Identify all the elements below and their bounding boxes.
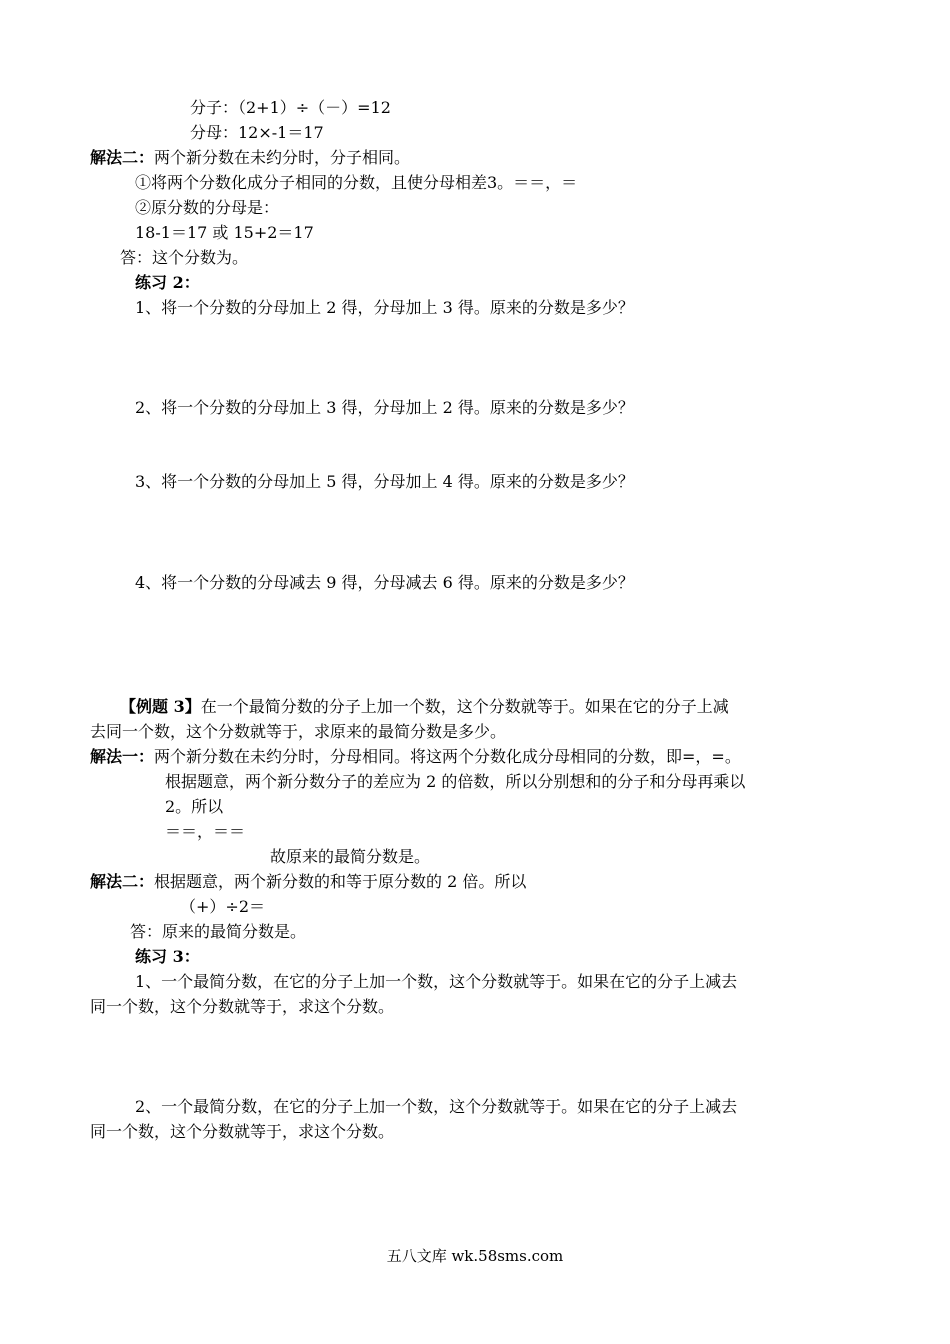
practice2-question-4: 4、将一个分数的分母减去 9 得，分母减去 6 得。原来的分数是多少？	[135, 573, 634, 592]
page-footer: 五八文库 wk.58sms.com	[386, 1247, 564, 1265]
example3-solution2-label: 解法二：	[90, 872, 155, 891]
example3-solution1-text3: 2。所以	[165, 797, 224, 816]
practice2-question-3: 3、将一个分数的分母加上 5 得，分母加上 4 得。原来的分数是多少？	[135, 472, 634, 491]
solution2-text: 两个新分数在未约分时，分子相同。	[154, 148, 411, 167]
example3-line1	[120, 695, 729, 719]
example3-label: 【例题 3】	[120, 697, 201, 716]
solution2-step2: ②原分数的分母是：	[135, 198, 280, 217]
example3-answer: 答：原来的最简分数是。	[130, 922, 307, 941]
example3-solution1-line1	[90, 745, 741, 769]
example3-solution1-label: 解法一：	[90, 747, 155, 766]
example3-solution1-text1: 两个新分数在未约分时，分母相同。将这两个分数化成分母相同的分数，即=，=。	[154, 747, 741, 766]
practice3-question-2-line2: 同一个数，这个分数就等于，求这个分数。	[90, 1122, 395, 1141]
practice2-question-2: 2、将一个分数的分母加上 3 得，分母加上 2 得。原来的分数是多少？	[135, 398, 634, 417]
denominator-line: 分母：12×-1＝17	[190, 123, 324, 142]
example3-solution2-line1	[90, 870, 526, 894]
solution2-line	[90, 146, 410, 170]
example3-solution2-text1: 根据题意，两个新分数的和等于原分数的 2 倍。所以	[154, 872, 527, 891]
numerator-line: 分子：（2+1）÷（－）=12	[190, 98, 391, 117]
practice3-title: 练习 3：	[135, 947, 200, 966]
example3-solution1-text5: 故原来的最简分数是。	[270, 847, 431, 866]
practice3-question-1-line1: 1、一个最简分数，在它的分子上加一个数，这个分数就等于。如果在它的分子上减去	[135, 972, 738, 991]
solution2-label: 解法二：	[90, 148, 155, 167]
solution2-step1: ①将两个分数化成分子相同的分数，且使分母相差3。＝＝，＝	[135, 173, 578, 192]
solution2-calc: 18-1＝17 或 15+2＝17	[135, 223, 314, 242]
example3-solution1-text4: ＝＝，＝＝	[165, 822, 246, 841]
example3-solution1-text2: 根据题意，两个新分数分子的差应为 2 的倍数，所以分别想和的分子和分母再乘以	[165, 772, 746, 791]
example3-text2: 去同一个数，这个分数就等于，求原来的最简分数是多少。	[90, 722, 507, 741]
example3-solution2-text2: （+）÷2＝	[180, 897, 265, 916]
practice2-question-1: 1、将一个分数的分母加上 2 得，分母加上 3 得。原来的分数是多少？	[135, 298, 634, 317]
solution2-answer: 答：这个分数为。	[120, 248, 249, 267]
practice3-question-2-line1: 2、一个最简分数，在它的分子上加一个数，这个分数就等于。如果在它的分子上减去	[135, 1097, 738, 1116]
example3-text1: 在一个最简分数的分子上加一个数，这个分数就等于。如果在它的分子上减	[200, 697, 729, 716]
practice2-title: 练习 2：	[135, 273, 200, 292]
practice3-question-1-line2: 同一个数，这个分数就等于，求这个分数。	[90, 997, 395, 1016]
